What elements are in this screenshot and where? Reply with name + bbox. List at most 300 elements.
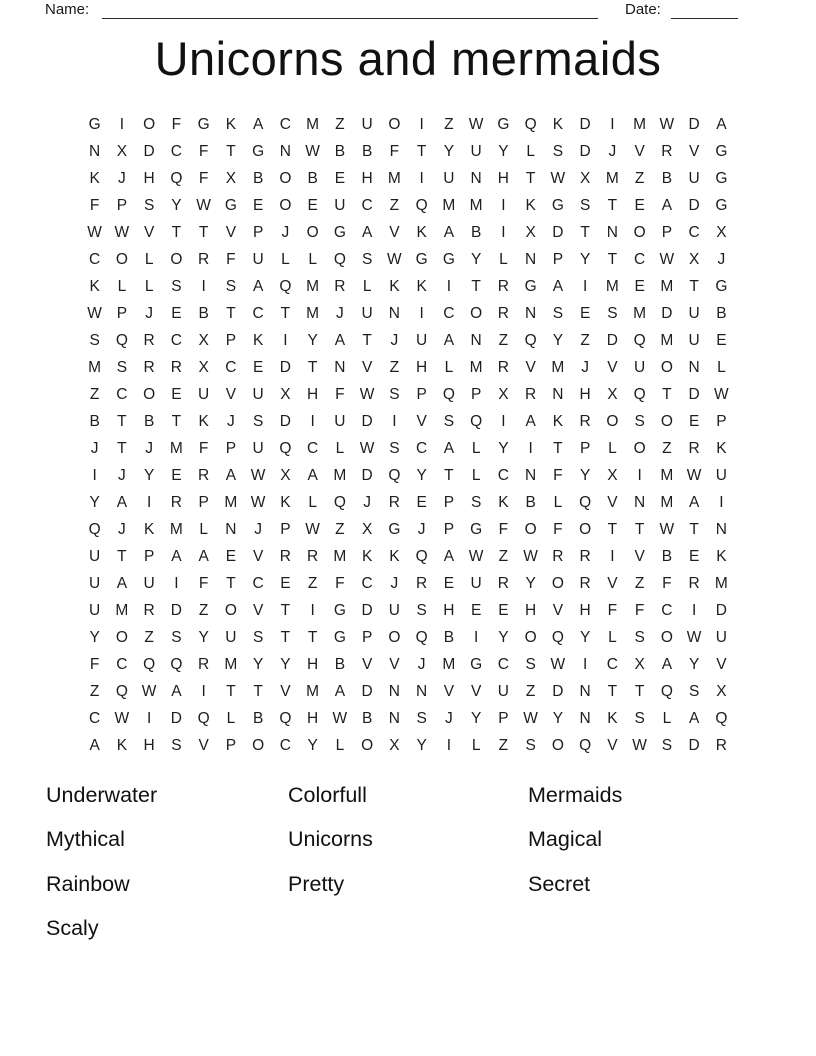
grid-letter: E [171, 466, 182, 484]
grid-letter: W [305, 142, 320, 160]
grid-letter: A [361, 223, 373, 241]
grid-letter: L [308, 493, 317, 511]
grid-letter: O [551, 574, 564, 592]
grid-letter: V [607, 574, 618, 592]
grid-letter: T [662, 385, 672, 403]
grid-letter: M [333, 466, 347, 484]
grid-letter: T [280, 601, 291, 619]
grid-letter: T [634, 520, 645, 538]
word-item: Colorfull [288, 782, 367, 807]
grid-letter: W [659, 520, 675, 538]
grid-letter: Y [89, 628, 100, 646]
grid-letter: Q [415, 547, 428, 565]
grid-letter: U [89, 601, 101, 619]
grid-letter: Z [335, 115, 345, 133]
grid-letter: Q [333, 493, 346, 511]
grid-letter: P [252, 223, 264, 241]
grid-letter: T [307, 358, 318, 376]
grid-letter: P [416, 385, 427, 403]
grid-letter: M [442, 196, 456, 214]
grid-letter: K [198, 412, 209, 430]
grid-letter: I [446, 736, 452, 754]
grid-letter: N [525, 466, 537, 484]
grid-letter: X [198, 331, 209, 349]
grid-letter: I [582, 277, 588, 295]
grid-letter: U [334, 412, 346, 430]
grid-letter: K [89, 169, 100, 187]
grid-letter: P [716, 412, 727, 430]
grid-letter: I [473, 628, 479, 646]
grid-letter: I [691, 601, 697, 619]
grid-letter: Z [498, 736, 509, 754]
grid-letter: A [688, 493, 700, 511]
grid-letter: Q [115, 682, 128, 700]
grid-letter: O [660, 412, 673, 430]
grid-letter: N [470, 331, 482, 349]
grid-letter: T [471, 277, 481, 295]
grid-letter: P [198, 493, 209, 511]
grid-letter: Q [279, 709, 292, 727]
grid-letter: I [528, 439, 533, 457]
grid-letter: S [143, 196, 155, 214]
grid-letter: S [171, 736, 182, 754]
grid-letter: Y [307, 736, 318, 754]
grid-letter: S [171, 628, 182, 646]
grid-letter: Y [89, 493, 100, 511]
grid-letter: M [633, 304, 647, 322]
grid-letter: X [225, 169, 237, 187]
grid-letter: N [388, 682, 400, 700]
grid-letter: Z [389, 358, 400, 376]
grid-letter: L [471, 466, 481, 484]
grid-letter: Q [115, 331, 128, 349]
grid-letter: F [389, 142, 400, 160]
grid-letter: Q [660, 682, 673, 700]
grid-letter: R [416, 574, 428, 592]
grid-letter: V [416, 412, 427, 430]
grid-letter: A [171, 682, 182, 700]
grid-letter: H [579, 385, 591, 403]
word-list-column [46, 773, 157, 951]
name-label: Name: [45, 1, 90, 18]
word-list-column [528, 773, 622, 907]
grid-letter: R [525, 385, 537, 403]
grid-letter: M [633, 115, 647, 133]
grid-letter: N [715, 520, 727, 538]
grid-letter: I [501, 196, 506, 214]
grid-letter: S [607, 304, 618, 322]
grid-letter: J [363, 493, 371, 511]
grid-letter: T [607, 520, 618, 538]
grid-letter: F [634, 601, 645, 619]
grid-letter: V [225, 223, 237, 241]
grid-letter: Y [579, 466, 591, 484]
grid-letter: O [388, 115, 401, 133]
grid-letter: L [335, 439, 345, 457]
grid-letter: O [115, 628, 128, 646]
grid-letter: E [280, 574, 291, 592]
grid-letter: W [468, 547, 484, 565]
grid-letter: U [715, 628, 727, 646]
grid-letter: T [444, 466, 454, 484]
grid-letter: T [280, 304, 291, 322]
grid-letter: R [497, 277, 509, 295]
grid-letter: A [552, 277, 564, 295]
grid-letter: Q [442, 385, 455, 403]
grid-letter: A [334, 331, 346, 349]
grid-letter: O [633, 439, 646, 457]
grid-letter: I [119, 115, 125, 133]
grid-letter: T [307, 628, 318, 646]
grid-letter: Q [88, 520, 101, 538]
grid-letter: O [361, 736, 374, 754]
grid-letter: F [226, 250, 236, 268]
grid-letter: D [688, 196, 700, 214]
grid-letter: S [634, 628, 645, 646]
grid-letter: T [416, 142, 427, 160]
grid-letter: C [361, 196, 373, 214]
grid-letter: D [279, 358, 291, 376]
grid-letter: P [361, 628, 373, 646]
grid-letter: C [497, 655, 509, 673]
grid-letter: H [143, 169, 155, 187]
grid-letter: Q [579, 736, 592, 754]
grid-letter: X [198, 358, 209, 376]
word-item: Unicorns [288, 827, 373, 852]
grid-letter: E [716, 331, 727, 349]
grid-letter: M [306, 277, 320, 295]
grid-letter: P [116, 304, 128, 322]
grid-letter: D [688, 736, 700, 754]
grid-letter: V [607, 358, 618, 376]
grid-letter: C [661, 601, 673, 619]
grid-letter: C [89, 709, 101, 727]
grid-letter: I [501, 223, 506, 241]
grid-letter: A [716, 115, 727, 133]
grid-letter: R [143, 601, 155, 619]
grid-letter: V [716, 655, 727, 673]
word-item: Mermaids [528, 782, 623, 807]
grid-letter: B [661, 547, 673, 565]
grid-letter: C [279, 736, 291, 754]
grid-letter: V [389, 223, 400, 241]
grid-letter: Q [143, 655, 156, 673]
grid-letter: W [359, 385, 375, 403]
grid-letter: W [632, 736, 647, 754]
grid-letter: K [552, 115, 564, 133]
grid-letter: M [660, 493, 674, 511]
grid-letter: M [88, 358, 102, 376]
grid-letter: U [252, 250, 264, 268]
word-item: Pretty [288, 871, 345, 896]
grid-letter: X [579, 169, 591, 187]
word-item: Scaly [46, 916, 99, 941]
grid-letter: L [717, 358, 726, 376]
grid-letter: R [198, 466, 210, 484]
grid-letter: V [198, 736, 209, 754]
grid-letter: R [579, 412, 591, 430]
grid-letter: Y [688, 655, 700, 673]
grid-letter: D [579, 115, 591, 133]
grid-letter: T [117, 412, 127, 430]
grid-letter: E [634, 196, 645, 214]
grid-letter: U [388, 601, 400, 619]
grid-letter: O [551, 736, 564, 754]
grid-letter: F [198, 574, 209, 592]
grid-letter: Y [525, 574, 536, 592]
grid-letter: H [361, 169, 373, 187]
grid-letter: R [279, 547, 291, 565]
grid-letter: Q [170, 169, 183, 187]
grid-letter: L [226, 709, 236, 727]
grid-letter: M [660, 466, 674, 484]
grid-letter: P [225, 736, 237, 754]
grid-letter: Z [580, 331, 590, 349]
grid-letter: E [171, 304, 182, 322]
grid-letter: B [525, 493, 536, 511]
grid-letter: T [525, 169, 536, 187]
grid-letter: R [579, 574, 591, 592]
grid-letter: D [170, 601, 182, 619]
grid-letter: M [306, 304, 320, 322]
grid-letter: W [114, 709, 130, 727]
grid-letter: P [579, 439, 591, 457]
grid-letter: C [116, 655, 128, 673]
grid-letter: V [607, 493, 618, 511]
grid-letter: S [225, 277, 237, 295]
grid-letter: C [634, 250, 646, 268]
grid-letter: G [197, 115, 210, 133]
grid-letter: L [499, 250, 508, 268]
page-title: Unicorns and mermaids [154, 32, 662, 85]
grid-letter: R [552, 547, 564, 565]
grid-letter: Q [579, 493, 592, 511]
grid-letter: E [252, 196, 264, 214]
grid-letter: B [252, 709, 264, 727]
grid-letter: M [469, 358, 483, 376]
grid-letter: Y [498, 142, 509, 160]
grid-letter: B [716, 304, 727, 322]
grid-letter: X [361, 520, 373, 538]
grid-letter: R [688, 439, 700, 457]
grid-letter: G [252, 142, 265, 160]
grid-letter: B [252, 169, 264, 187]
grid-letter: A [198, 547, 209, 565]
word-search-grid [81, 111, 735, 759]
grid-letter: Q [170, 655, 183, 673]
grid-letter: S [470, 493, 482, 511]
grid-letter: V [389, 655, 400, 673]
grid-letter: N [688, 358, 700, 376]
grid-letter: R [307, 547, 319, 565]
grid-letter: G [524, 277, 537, 295]
grid-letter: D [552, 223, 564, 241]
grid-letter: P [661, 223, 673, 241]
grid-letter: O [279, 196, 292, 214]
grid-letter: B [661, 169, 673, 187]
grid-letter: I [610, 547, 615, 565]
grid-letter: I [310, 412, 315, 430]
grid-letter: K [416, 277, 427, 295]
grid-letter: Y [498, 628, 509, 646]
grid-letter: D [361, 682, 373, 700]
grid-letter: L [362, 277, 372, 295]
grid-letter: C [225, 358, 237, 376]
grid-letter: M [551, 358, 565, 376]
grid-letter: R [170, 358, 182, 376]
grid-letter: R [497, 358, 509, 376]
grid-letter: M [224, 655, 238, 673]
grid-letter: T [607, 196, 618, 214]
grid-letter: X [607, 466, 618, 484]
grid-letter: Z [389, 196, 400, 214]
grid-letter: N [388, 709, 400, 727]
word-item: Underwater [46, 782, 158, 807]
grid-letter: J [145, 439, 153, 457]
grid-letter: Y [579, 250, 591, 268]
grid-letter: W [250, 493, 266, 511]
grid-letter: J [281, 223, 290, 241]
grid-letter: S [634, 709, 645, 727]
grid-letter: L [608, 439, 617, 457]
word-item: Magical [528, 827, 603, 852]
grid-letter: J [417, 655, 426, 673]
grid-letter: V [443, 682, 455, 700]
grid-letter: D [170, 709, 182, 727]
grid-letter: X [498, 385, 509, 403]
grid-letter: R [334, 277, 346, 295]
grid-letter: Z [335, 520, 345, 538]
grid-letter: N [634, 493, 646, 511]
grid-letter: W [686, 466, 702, 484]
grid-letter: U [89, 574, 101, 592]
grid-letter: A [225, 466, 237, 484]
grid-letter: Y [307, 331, 318, 349]
grid-letter: Z [634, 169, 645, 187]
grid-letter: M [115, 601, 129, 619]
grid-letter: L [526, 142, 535, 160]
grid-letter: W [686, 628, 702, 646]
grid-letter: S [252, 628, 264, 646]
grid-letter: X [716, 223, 727, 241]
grid-letter: O [170, 250, 183, 268]
grid-letter: D [715, 601, 727, 619]
grid-letter: O [143, 115, 156, 133]
grid-letter: P [443, 520, 455, 538]
grid-letter: W [523, 547, 538, 565]
grid-letter: A [443, 331, 455, 349]
grid-letter: S [389, 385, 400, 403]
grid-letter: G [715, 196, 728, 214]
grid-letter: I [392, 412, 397, 430]
grid-letter: E [171, 385, 182, 403]
grid-letter: I [201, 682, 206, 700]
grid-letter: U [198, 385, 210, 403]
grid-letter: C [606, 655, 618, 673]
grid-letter: V [552, 601, 564, 619]
grid-letter: H [497, 169, 509, 187]
grid-letter: S [361, 250, 373, 268]
grid-letter: S [579, 196, 591, 214]
grid-letter: T [117, 547, 127, 565]
grid-letter: T [689, 277, 699, 295]
grid-letter: E [307, 196, 318, 214]
grid-letter: V [688, 142, 700, 160]
grid-letter: G [470, 520, 483, 538]
grid-letter: Q [333, 250, 346, 268]
grid-letter: Q [633, 331, 646, 349]
grid-letter: U [470, 142, 482, 160]
grid-letter: H [143, 736, 155, 754]
grid-letter: L [144, 250, 154, 268]
date-label: Date: [625, 1, 661, 18]
grid-letter: D [661, 304, 673, 322]
grid-letter: C [307, 439, 319, 457]
grid-letter: G [551, 196, 564, 214]
grid-letter: E [443, 574, 455, 592]
grid-letter: M [333, 547, 347, 565]
grid-letter: T [280, 628, 291, 646]
grid-letter: W [305, 520, 320, 538]
grid-letter: R [497, 574, 509, 592]
grid-letter: A [661, 655, 673, 673]
grid-letter: L [199, 520, 208, 538]
grid-letter: I [419, 304, 424, 322]
grid-letter: M [169, 439, 183, 457]
grid-letter: T [198, 223, 209, 241]
grid-letter: O [224, 601, 237, 619]
grid-letter: R [198, 250, 210, 268]
grid-letter: U [361, 115, 373, 133]
grid-letter: F [198, 142, 209, 160]
grid-letter: X [389, 736, 400, 754]
grid-letter: S [252, 412, 264, 430]
grid-letter: U [252, 439, 264, 457]
grid-letter: S [525, 655, 536, 673]
grid-letter: R [198, 655, 210, 673]
grid-letter: G [715, 169, 728, 187]
grid-letter: H [416, 358, 428, 376]
grid-letter: Z [498, 331, 509, 349]
date-underline [671, 0, 738, 19]
grid-letter: T [634, 682, 645, 700]
grid-letter: U [688, 331, 700, 349]
grid-letter: J [254, 520, 262, 538]
grid-letter: B [361, 709, 373, 727]
grid-letter: B [470, 223, 482, 241]
grid-letter: Z [634, 574, 645, 592]
grid-letter: C [252, 574, 264, 592]
grid-letter: K [143, 520, 155, 538]
grid-letter: Q [197, 709, 210, 727]
grid-letter: T [226, 574, 236, 592]
grid-letter: R [143, 331, 155, 349]
grid-letter: F [335, 574, 345, 592]
grid-letter: N [579, 709, 591, 727]
grid-letter: I [310, 601, 315, 619]
grid-letter: G [442, 250, 455, 268]
grid-letter: Z [525, 682, 536, 700]
grid-letter: C [89, 250, 101, 268]
grid-letter: V [470, 682, 482, 700]
grid-letter: D [143, 142, 155, 160]
grid-letter: M [605, 169, 619, 187]
grid-letter: C [497, 466, 509, 484]
grid-letter: K [389, 547, 400, 565]
grid-letter: A [89, 736, 100, 754]
grid-letter: P [116, 196, 128, 214]
grid-letter: J [145, 304, 153, 322]
